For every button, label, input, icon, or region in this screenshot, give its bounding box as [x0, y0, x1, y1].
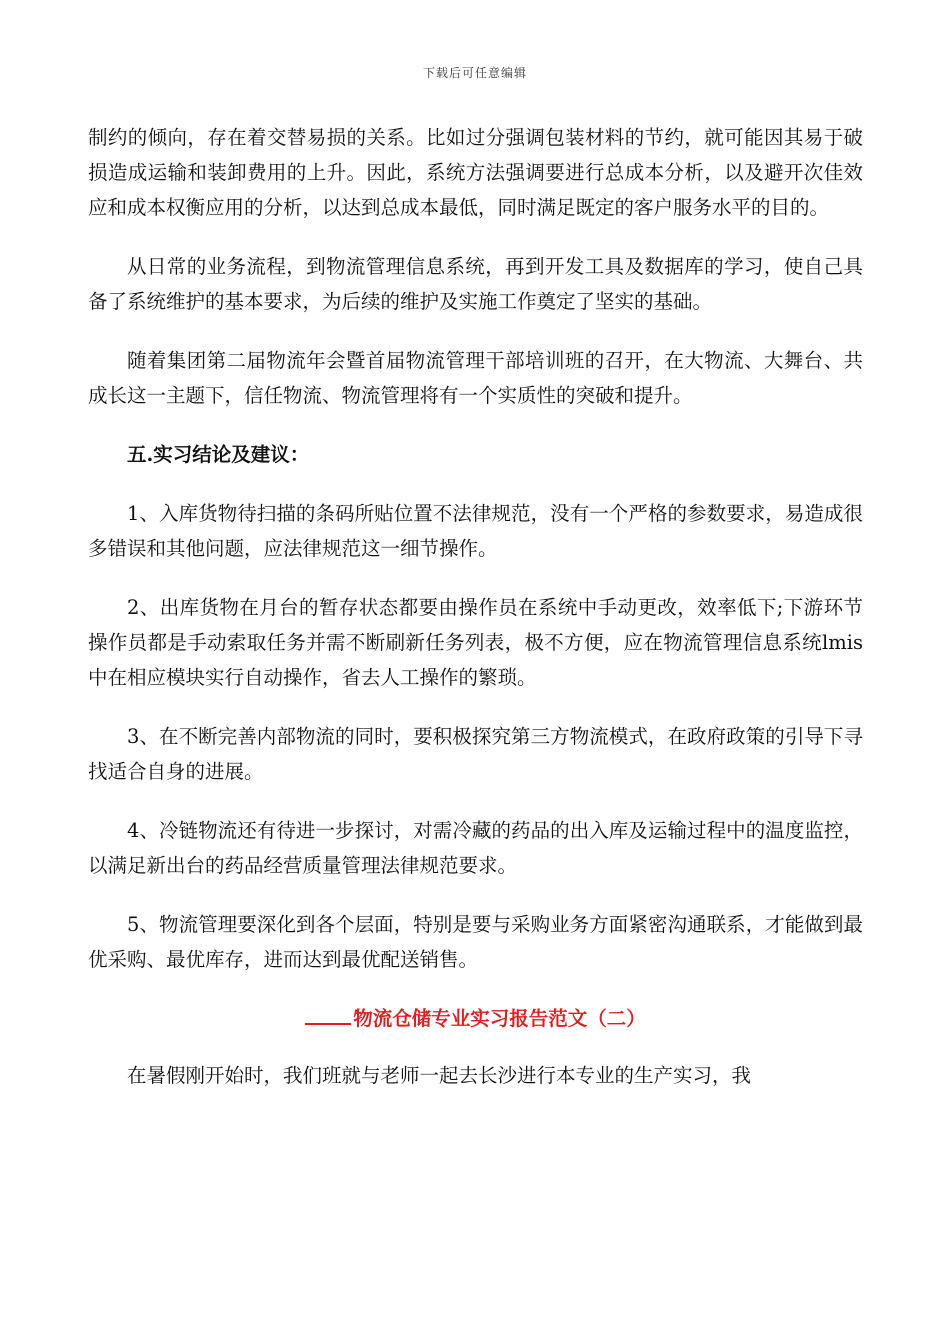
suggestion-item-3: 3、在不断完善内部物流的同时，要积极探究第三方物流模式，在政府政策的引导下寻找适合自身的进展。	[88, 725, 863, 783]
report-title-part-two	[88, 1001, 863, 1036]
document-body	[88, 120, 863, 1117]
suggestion-item-4: 4、冷链物流还有待进一步探讨，对需冷藏的药品的出入库及运输过程中的温度监控，以满足新出台的药品经营质量管理法律规范要求。	[88, 819, 863, 877]
suggestion-item-2: 2、出库货物在月台的暂存状态都要由操作员在系统中手动更改，效率低下;下游环节操作员都是手动索取任务并需不断刷新任务列表，极不方便，应在物流管理信息系统lmis中在相应模块实行自动操作，省去人工操作的繁琐。	[88, 596, 863, 689]
suggestion-item-1: 1、入库货物待扫描的条码所贴位置不法律规范，没有一个严格的参数要求，易造成很多错误和其他问题，应法律规范这一细节操作。	[88, 502, 863, 560]
paragraph-internship-start: 在暑假刚开始时，我们班就与老师一起去长沙进行本专业的生产实习，我	[127, 1064, 752, 1087]
title-blank-underline	[305, 1003, 351, 1025]
section-heading-conclusions: 五.实习结论及建议：	[127, 443, 310, 466]
paragraph-logistics-conference: 随着集团第二届物流年会暨首届物流管理干部培训班的召开，在大物流、大舞台、共成长这一主题下，信任物流、物流管理将有一个实质性的突破和提升。	[88, 349, 863, 407]
report-title-text: 物流仓储专业实习报告范文（二）	[353, 1007, 646, 1030]
suggestion-item-5: 5、物流管理要深化到各个层面，特别是要与采购业务方面紧密沟通联系，才能做到最优采购、最优库存，进而达到最优配送销售。	[88, 913, 863, 971]
paragraph-learning-summary: 从日常的业务流程，到物流管理信息系统，再到开发工具及数据库的学习，使自己具备了系统维护的基本要求，为后续的维护及实施工作奠定了坚实的基础。	[88, 255, 863, 313]
page-header: 下载后可任意编辑	[422, 66, 527, 80]
paragraph-continuation: 制约的倾向，存在着交替易损的关系。比如过分强调包装材料的节约，就可能因其易于破损造成运输和装卸费用的上升。因此，系统方法强调要进行总成本分析，以及避开次佳效应和成本权衡应用的分析，以达到总成本最低，同时满足既定的客户服务水平的目的。	[88, 126, 863, 219]
